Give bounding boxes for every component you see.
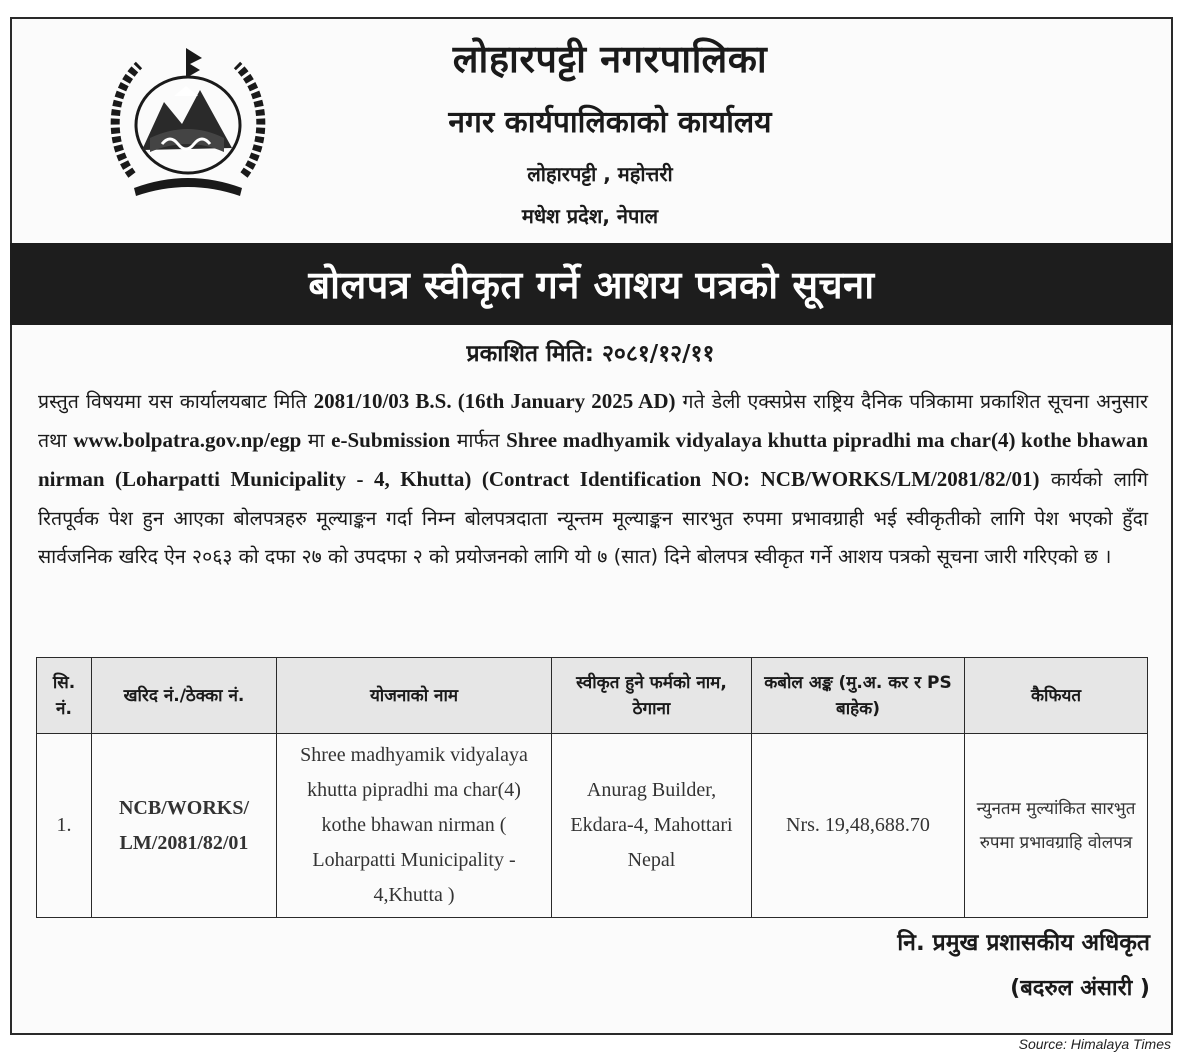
cell-bid-amount: Nrs. 19,48,688.70 — [752, 734, 965, 918]
signatory-designation: नि. प्रमुख प्रशासकीय अधिकृत — [897, 930, 1150, 956]
website-link: www.bolpatra.gov.np/egp — [73, 428, 302, 453]
notice-title-banner — [10, 243, 1173, 325]
header-firm: स्वीकृत हुने फर्मको नाम, ठेगाना — [552, 658, 752, 734]
cell-contract-no: NCB/WORKS/ LM/2081/82/01 — [92, 734, 277, 918]
date-bs: 2081/10/03 B.S. (16th January 2025 AD) — [313, 389, 676, 413]
table-header-row — [37, 658, 1148, 734]
header-contract-no: खरिद नं./ठेक्का नं. — [92, 658, 277, 734]
header-sn: सि. नं. — [37, 658, 92, 734]
body-part-1: प्रस्तुत विषयमा यस कार्यालयबाट मिति — [38, 390, 314, 413]
office-address-line2: मधेश प्रदेश, नेपाल — [521, 204, 659, 228]
body-part-5: कार्यको लागि रितपूर्वक पेश हुन आएका बोलपत्रहरु मूल्याङ्कन गर्दा निम्न बोलपत्रदाता न्यून्तम मूल्याङ्कन सारभुत रुपमा प्रभावग्राही भई स्वीकृतीको लागि पेश भएको हुँदा सार्वजनिक खरिद ऐन २०६३ को दफा २७ को उपदफा २ को प्रयोजनको लागि यो ७ (सात) दिने बोलपत्र स्वीकृत गर्ने आशय पत्रको सूचना जारी गरिएको छ । — [38, 468, 1149, 568]
body-part-2: गते डेली एक्सप्रेस राष्ट्रिय दैनिक पत्रिकामा प्रकाशित सूचना अनुसार तथा — [38, 390, 1148, 453]
notice-body — [38, 382, 1148, 576]
header-bid-amount: कबोल अङ्क (मु.अ. कर र PS बाहेक) — [752, 658, 965, 734]
header-remarks: कैफियत — [965, 658, 1148, 734]
project-description: Shree madhyamik vidyalaya khutta pipradhi ma char(4) kothe bhawan nirman (Loharpatti Municipality - 4, Khutta) (Contract Identification NO: NCB/WORKS/LM/2081/82/01) — [38, 428, 1149, 492]
signatory-name: (बदरुल अंसारी ) — [1010, 976, 1150, 1001]
cell-firm: Anurag Builder, Ekdara-4, Mahottari Nepal — [552, 734, 752, 918]
cell-sn: 1. — [37, 734, 92, 918]
source-credit: Source: Himalaya Times — [1018, 1036, 1171, 1052]
body-part-4: मार्फत — [450, 429, 507, 453]
office-name: लोहारपट्टी नगरपालिका — [452, 37, 768, 81]
office-subtitle: नगर कार्यपालिकाको कार्यालय — [448, 105, 772, 140]
table-row — [37, 734, 1148, 918]
cell-remarks: न्युनतम मुल्यांकित सारभुत रुपमा प्रभावग्राहि वोलपत्र — [965, 734, 1148, 918]
body-part-3: मा — [301, 429, 332, 453]
nepal-government-emblem — [104, 40, 272, 202]
office-address-line1: लोहारपट्टी , महोत्तरी — [527, 162, 673, 186]
published-date: प्रकाशित मिति: २०८१/१२/११ — [466, 341, 715, 367]
header-project-name: योजनाको नाम — [277, 658, 552, 734]
award-table — [36, 657, 1148, 918]
submission-method: e-Submission — [331, 428, 451, 453]
notice-title: बोलपत्र स्वीकृत गर्ने आशय पत्रको सूचना — [308, 263, 875, 307]
cell-project-name: Shree madhyamik vidyalaya khutta pipradhi ma char(4) kothe bhawan nirman ( Loharpatti Municipality - 4,Khutta ) — [277, 734, 552, 918]
